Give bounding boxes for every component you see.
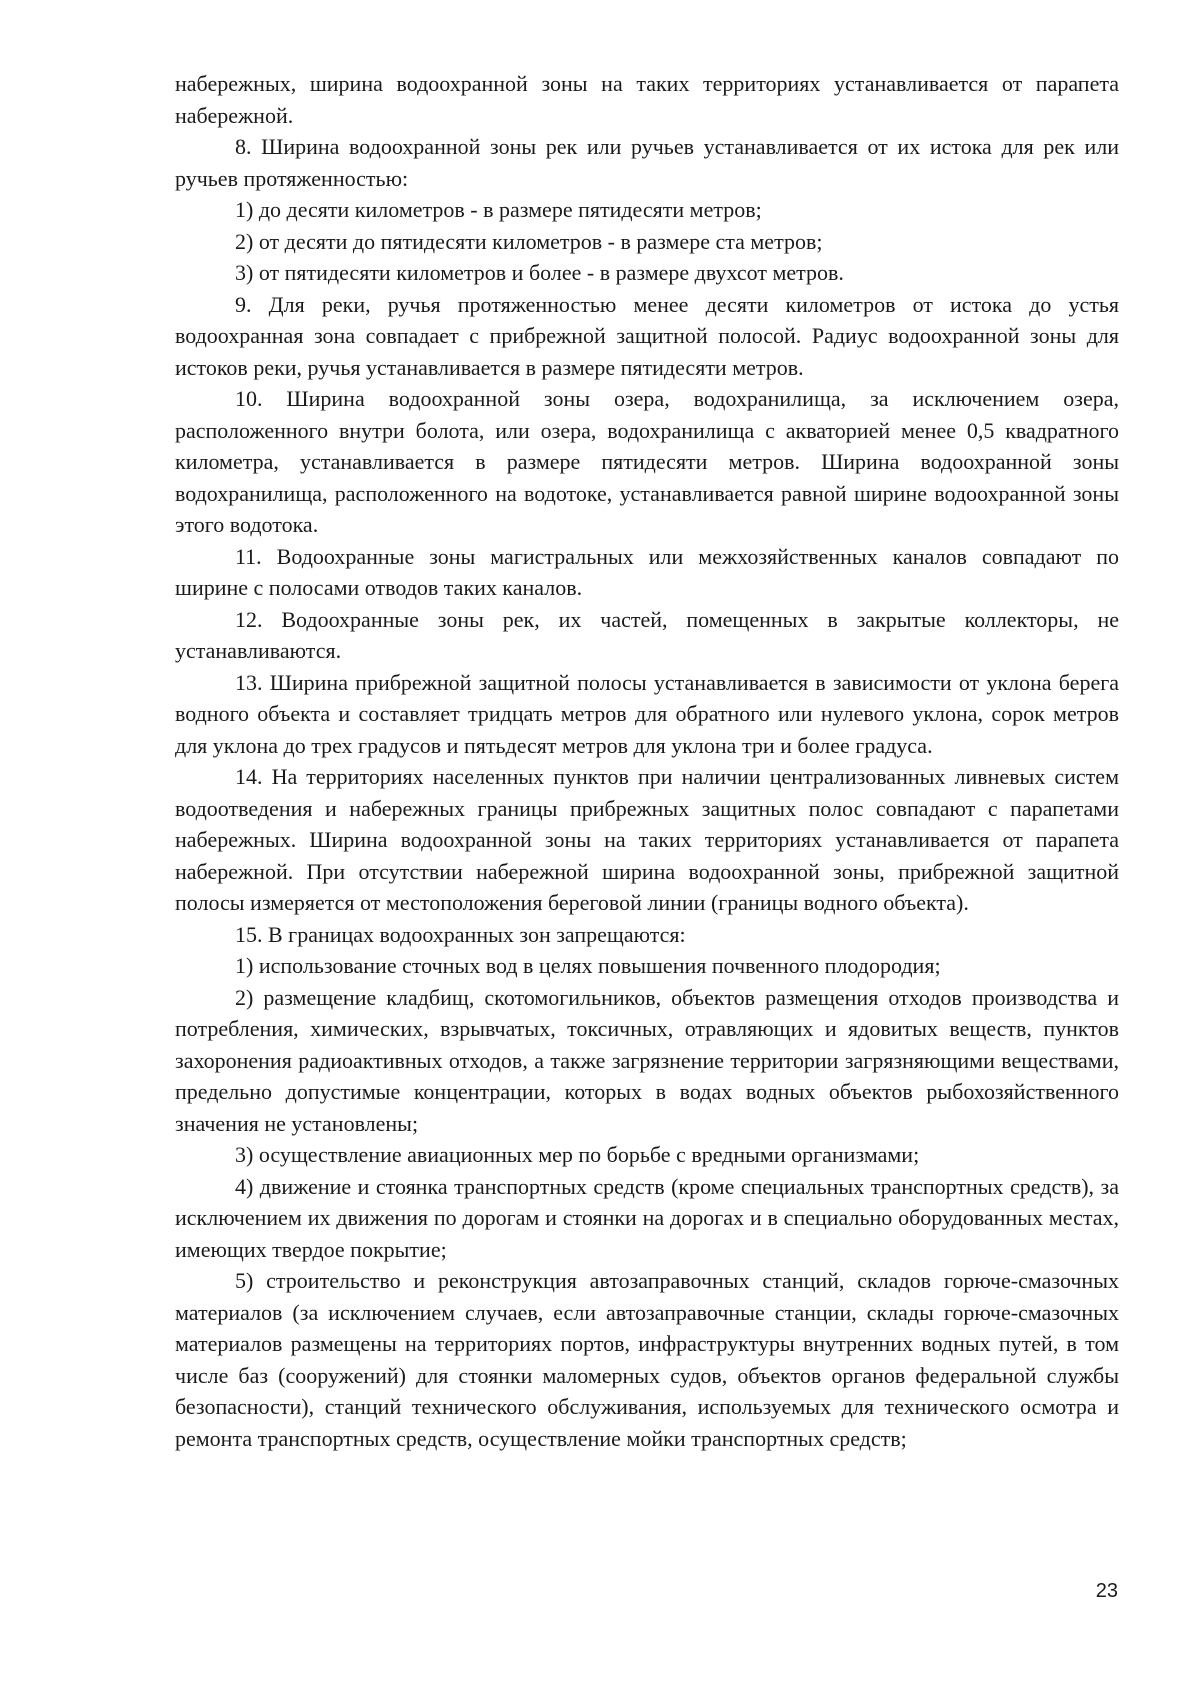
list-item-8-3: 3) от пятидесяти километров и более - в размере двухсот метров.	[235, 260, 844, 285]
document-body	[175, 68, 1119, 1454]
list-item-8-1: 1) до десяти километров - в размере пятидесяти метров;	[235, 197, 762, 222]
list-item-15-5: 5) строительство и реконструкция автозаправочных станций, складов горюче-смазочных материалов (за исключением случаев, если автозаправочные станции, склады горюче-смазочных материалов размещены на территориях портов, инфраструктуры внутренних водных путей, в том числе баз (сооружений) для стоянки маломерных судов, объектов органов федеральной службы безопасности), станций технического обслуживания, используемых для технического осмотра и ремонта транспортных средств, осуществление мойки транспортных средств;	[175, 1268, 1119, 1451]
paragraph-item-14: 14. На территориях населенных пунктов при наличии централизованных ливневых систем водоотведения и набережных границы прибрежных защитных полос совпадают с парапетами набережных. Ширина водоохранной зоны на таких территориях устанавливается от парапета набережной. При отсутствии набережной ширина водоохранной зоны, прибрежной защитной полосы измеряется от местоположения береговой линии (границы водного объекта).	[175, 764, 1119, 915]
list-item-15-1: 1) использование сточных вод в целях повышения почвенного плодородия;	[235, 953, 941, 978]
list-item-8-2: 2) от десяти до пятидесяти километров - в размере ста метров;	[235, 228, 823, 254]
paragraph-item-12: 12. Водоохранные зоны рек, их частей, помещенных в закрытые коллекторы, не устанавливаются.	[175, 606, 1119, 663]
paragraph-item-9: 9. Для реки, ручья протяженностью менее десяти километров от истока до устья водоохранная зона совпадает с прибрежной защитной полосой. Радиус водоохранной зоны для истоков реки, ручья устанавливается в размере пятидесяти метров.	[175, 291, 1119, 380]
paragraph-item-10: 10. Ширина водоохранной зоны озера, водохранилища, за исключением озера, расположенного внутри болота, или озера, водохранилища с акваторией менее 0,5 квадратного километра, устанавливается в размере пятидесяти метров. Ширина водоохранной зоны водохранилища, расположенного на водотоке, устанавливается равной ширине водоохранной зоны этого водотока.	[175, 386, 1119, 537]
paragraph-item-8: 8. Ширина водоохранной зоны рек или ручьев устанавливается от их истока для рек или ручьев протяженностью:	[175, 134, 1119, 191]
paragraph-item-15: 15. В границах водоохранных зон запрещаются:	[235, 921, 686, 947]
paragraph-continuation: набережных, ширина водоохранной зоны на таких территориях устанавливается от парапета набережной.	[175, 71, 1119, 128]
paragraph-item-13: 13. Ширина прибрежной защитной полосы устанавливается в зависимости от уклона берега водного объекта и составляет тридцать метров для обратного или нулевого уклона, сорок метров для уклона до трех градусов и пятьдесят метров для уклона три и более градуса.	[175, 669, 1119, 758]
list-item-15-2: 2) размещение кладбищ, скотомогильников, объектов размещения отходов производства и потребления, химических, взрывчатых, токсичных, отравляющих и ядовитых веществ, пунктов захоронения радиоактивных отходов, а также загрязнение территории загрязняющими веществами, предельно допустимые концентрации, которых в водах водных объектов рыбохозяйственного значения не установлены;	[175, 984, 1119, 1136]
page-number: 23	[1095, 1580, 1118, 1602]
list-item-15-3: 3) осуществление авиационных мер по борьбе с вредными организмами;	[235, 1142, 920, 1167]
paragraph-item-11: 11. Водоохранные зоны магистральных или межхозяйственных каналов совпадают по ширине с полосами отводов таких каналов.	[175, 543, 1119, 600]
list-item-15-4: 4) движение и стоянка транспортных средств (кроме специальных транспортных средств), за исключением их движения по дорогам и стоянки на дорогах и в специально оборудованных местах, имеющих твердое покрытие;	[175, 1173, 1119, 1262]
